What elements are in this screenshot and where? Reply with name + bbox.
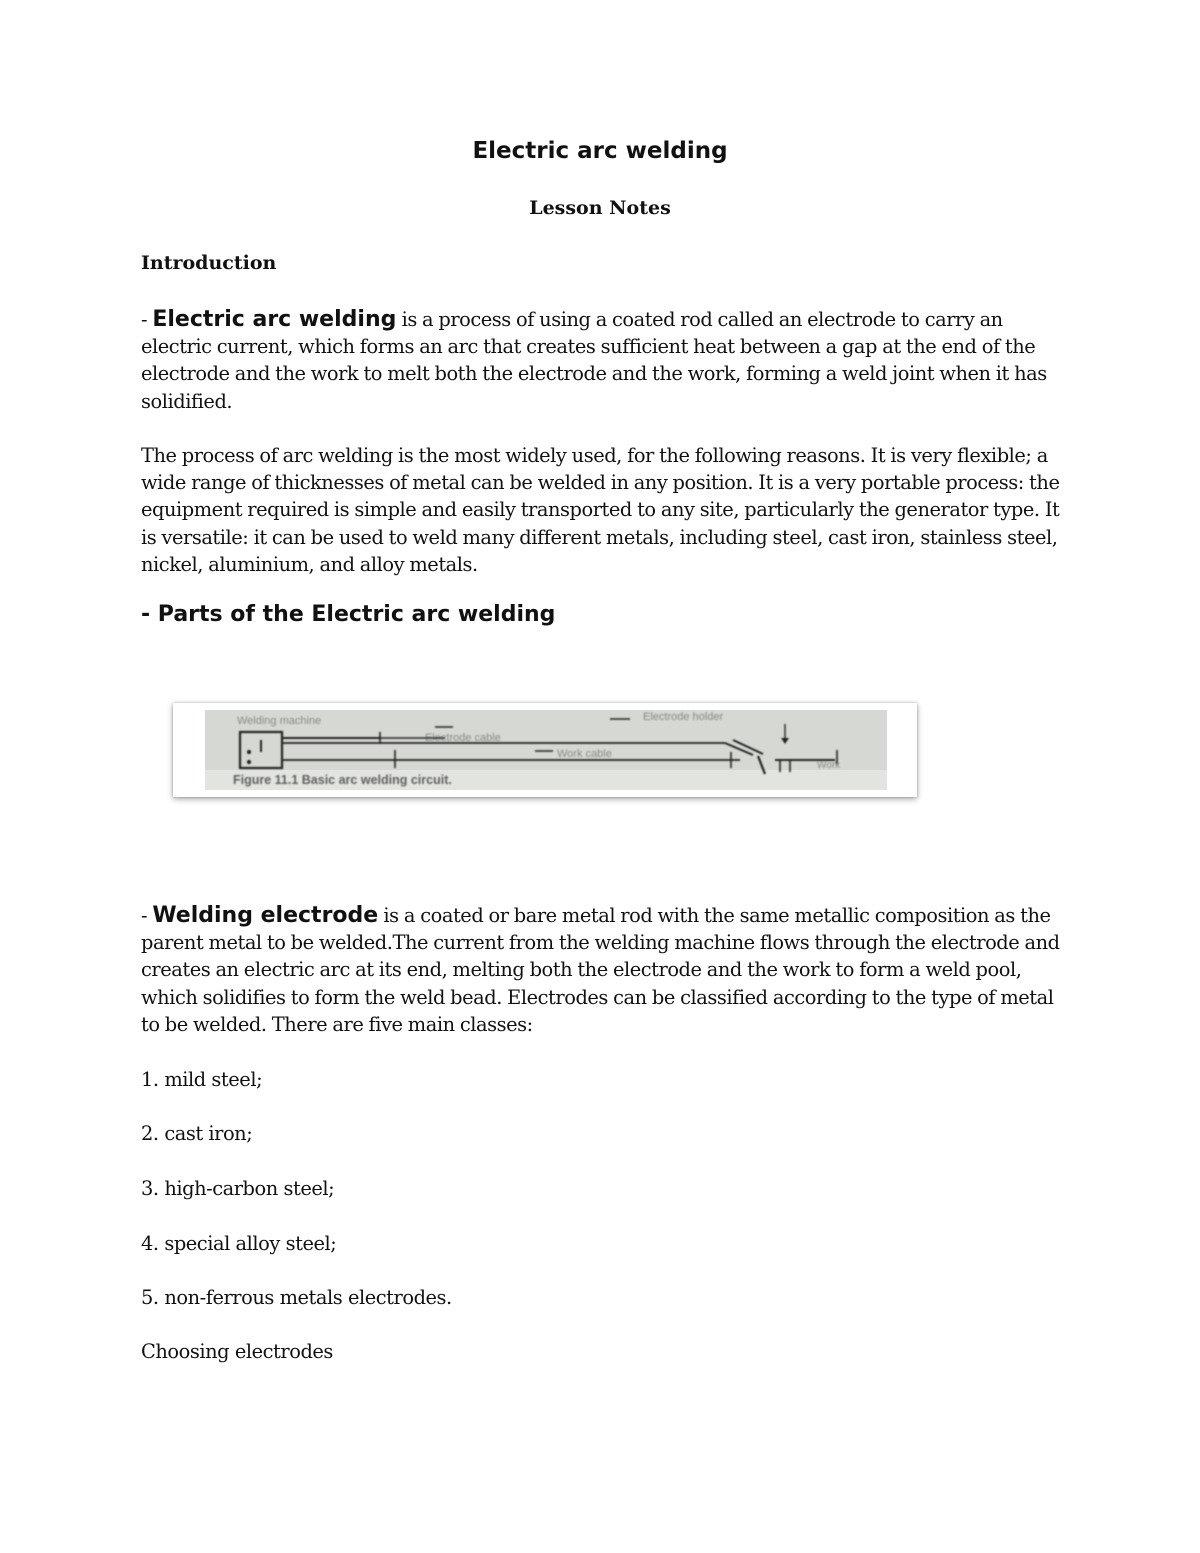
circuit-figure <box>173 703 917 797</box>
document-title: Electric arc welding <box>472 138 728 164</box>
introduction-heading: Introduction <box>141 252 277 274</box>
electrode-prefix: - <box>141 904 153 927</box>
figure-caption: Figure 11.1 Basic arc welding circuit. <box>233 773 452 787</box>
document-subtitle: Lesson Notes <box>529 197 671 219</box>
intro-prefix: - <box>141 308 153 331</box>
list-item: 1. mild steel; <box>141 1068 263 1091</box>
figure-label-electrode-cable: Electrode cable <box>425 732 501 744</box>
list-item: 4. special alloy steel; <box>141 1232 337 1255</box>
figure-label-work-cable: Work cable <box>557 748 612 760</box>
figure-label-work: Work <box>817 760 841 771</box>
electrode-paragraph <box>141 902 1066 1038</box>
intro-text: is a process of using a coated rod called an electrode to carry an electric current, which forms an arc that creates sufficient heat between a gap at the end of the electrode and the work to melt both the electrode and the work, forming a weld joint when it has solidified. <box>141 308 1047 413</box>
figure-label-holder: Electrode holder <box>643 711 724 723</box>
reasons-paragraph: The process of arc welding is the most widely used, for the following reasons. It is very flexible; a wide range of thicknesses of metal can be welded in any position. It is a very portable process: the equipment required is simple and easily transported to any site, particularly the generator type. It is versatile: it can be used to weld many different metals, including steel, cast iron, stainless steel, nickel, aluminium, and alloy metals. <box>141 444 1060 576</box>
list-item: 5. non-ferrous metals electrodes. <box>141 1286 452 1309</box>
circuit-figure-image <box>205 710 887 790</box>
parts-heading: - Parts of the Electric arc welding <box>141 602 556 627</box>
intro-term: Electric arc welding <box>152 307 397 332</box>
choosing-electrodes-heading: Choosing electrodes <box>141 1340 333 1363</box>
intro-paragraph <box>141 306 1066 415</box>
electrode-text: is a coated or bare metal rod with the same metallic composition as the parent metal to be welded.The current from the welding machine flows through the electrode and creates an electric arc at its end, melting both the electrode and the work to form a weld pool, which solidifies to form the weld bead. Electrodes can be classified according to the type of metal to be welded. There are five main classes: <box>141 904 1060 1036</box>
list-item: 3. high-carbon steel; <box>141 1177 335 1200</box>
electrode-term: Welding electrode <box>152 903 379 928</box>
list-item: 2. cast iron; <box>141 1122 253 1145</box>
figure-label-machine: Welding machine <box>237 715 322 727</box>
arc-welding-circuit-diagram <box>205 710 887 790</box>
